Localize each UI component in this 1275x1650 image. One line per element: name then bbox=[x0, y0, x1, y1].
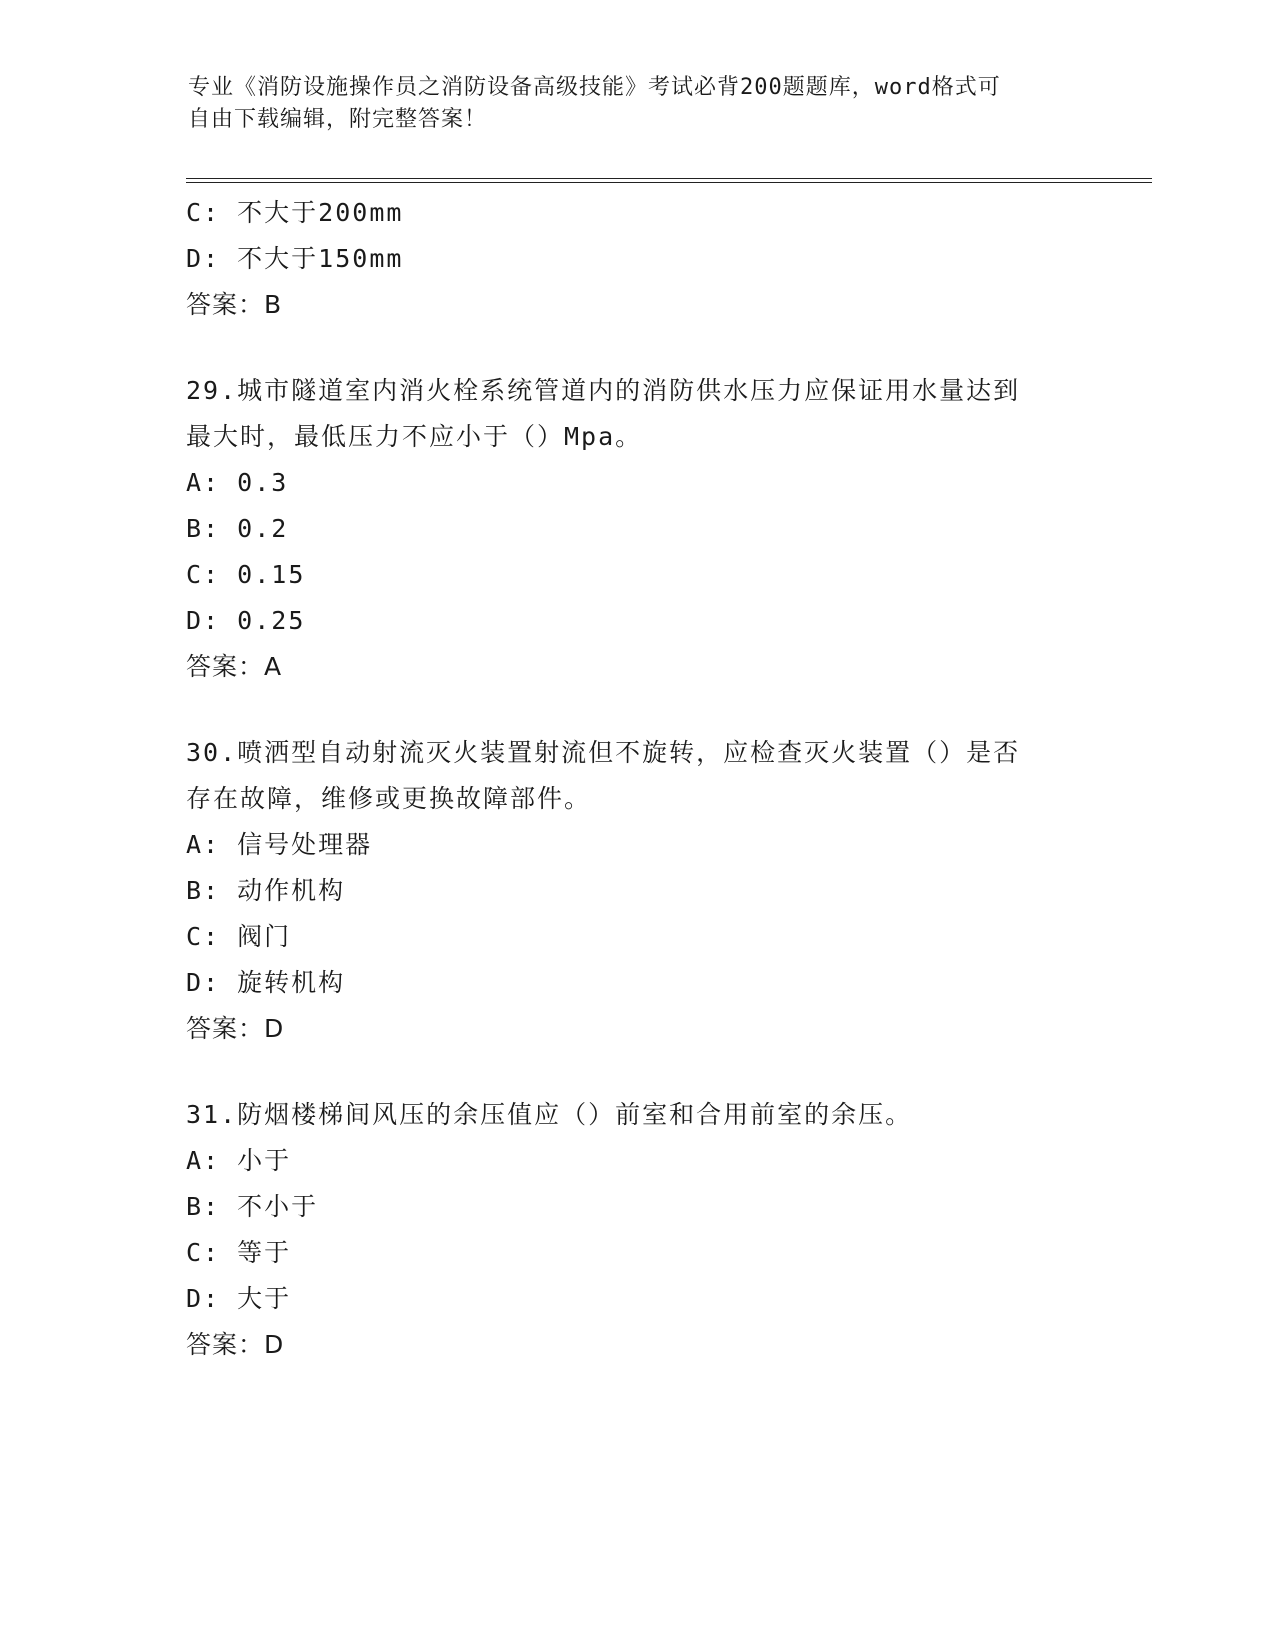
option-a bbox=[186, 822, 1086, 868]
option-d bbox=[186, 598, 1086, 644]
question-line: 31.防烟楼梯间风压的余压值应（）前室和合用前室的余压。 bbox=[186, 1100, 913, 1129]
option-b bbox=[186, 1184, 1086, 1230]
question-line: 30.喷洒型自动射流灭火装置射流但不旋转，应检查灭火装置（）是否 bbox=[186, 738, 1021, 767]
header-title-line-1: 专业《消防设施操作员之消防设备高级技能》考试必背200题题库，word格式可 bbox=[188, 75, 1001, 100]
spacer bbox=[186, 328, 1086, 368]
spacer bbox=[186, 690, 1086, 730]
option-label: A: bbox=[186, 830, 221, 859]
option-label: D: bbox=[186, 1284, 221, 1313]
option-text: 不大于150mm bbox=[237, 244, 404, 273]
option-a bbox=[186, 1138, 1086, 1184]
answer-line: 答案：B bbox=[186, 290, 283, 319]
question-line: 最大时，最低压力不应小于（）Mpa。 bbox=[186, 422, 643, 451]
option-d bbox=[186, 1276, 1086, 1322]
option-label: B: bbox=[186, 1192, 221, 1221]
answer-line: 答案：D bbox=[186, 1330, 285, 1359]
option-d bbox=[186, 236, 1086, 282]
option-label: B: bbox=[186, 514, 221, 543]
question-content bbox=[186, 190, 1086, 1368]
question-line: 存在故障，维修或更换故障部件。 bbox=[186, 784, 592, 813]
document-header bbox=[188, 72, 1068, 136]
option-text: 等于 bbox=[237, 1238, 292, 1267]
option-label: D: bbox=[186, 244, 221, 273]
option-text: 0.15 bbox=[237, 560, 306, 589]
option-text: 阀门 bbox=[237, 922, 292, 951]
option-label: C: bbox=[186, 198, 221, 227]
option-text: 旋转机构 bbox=[237, 968, 346, 997]
option-label: A: bbox=[186, 468, 221, 497]
option-d bbox=[186, 960, 1086, 1006]
option-label: C: bbox=[186, 560, 221, 589]
option-label: C: bbox=[186, 1238, 221, 1267]
option-label: D: bbox=[186, 968, 221, 997]
option-text: 大于 bbox=[237, 1284, 292, 1313]
answer-line: 答案：A bbox=[186, 652, 283, 681]
question-31-text bbox=[186, 1092, 1086, 1138]
option-text: 动作机构 bbox=[237, 876, 346, 905]
option-label: A: bbox=[186, 1146, 221, 1175]
option-label: D: bbox=[186, 606, 221, 635]
option-text: 信号处理器 bbox=[237, 830, 373, 859]
option-text: 0.25 bbox=[237, 606, 306, 635]
question-line: 29.城市隧道室内消火栓系统管道内的消防供水压力应保证用水量达到 bbox=[186, 376, 1021, 405]
option-c bbox=[186, 190, 1086, 236]
option-text: 不大于200mm bbox=[237, 198, 404, 227]
answer-line: 答案：D bbox=[186, 1014, 285, 1043]
option-c bbox=[186, 1230, 1086, 1276]
option-text: 0.3 bbox=[237, 468, 289, 497]
header-double-rule bbox=[186, 178, 1152, 183]
question-29-text bbox=[186, 368, 1086, 460]
spacer bbox=[186, 1052, 1086, 1092]
header-title-line-2: 自由下载编辑，附完整答案！ bbox=[188, 107, 488, 132]
option-b bbox=[186, 868, 1086, 914]
option-a bbox=[186, 460, 1086, 506]
option-c bbox=[186, 914, 1086, 960]
question-30-text bbox=[186, 730, 1086, 822]
option-text: 小于 bbox=[237, 1146, 292, 1175]
option-text: 不小于 bbox=[237, 1192, 319, 1221]
option-label: B: bbox=[186, 876, 221, 905]
option-c bbox=[186, 552, 1086, 598]
option-label: C: bbox=[186, 922, 221, 951]
option-text: 0.2 bbox=[237, 514, 289, 543]
option-b bbox=[186, 506, 1086, 552]
